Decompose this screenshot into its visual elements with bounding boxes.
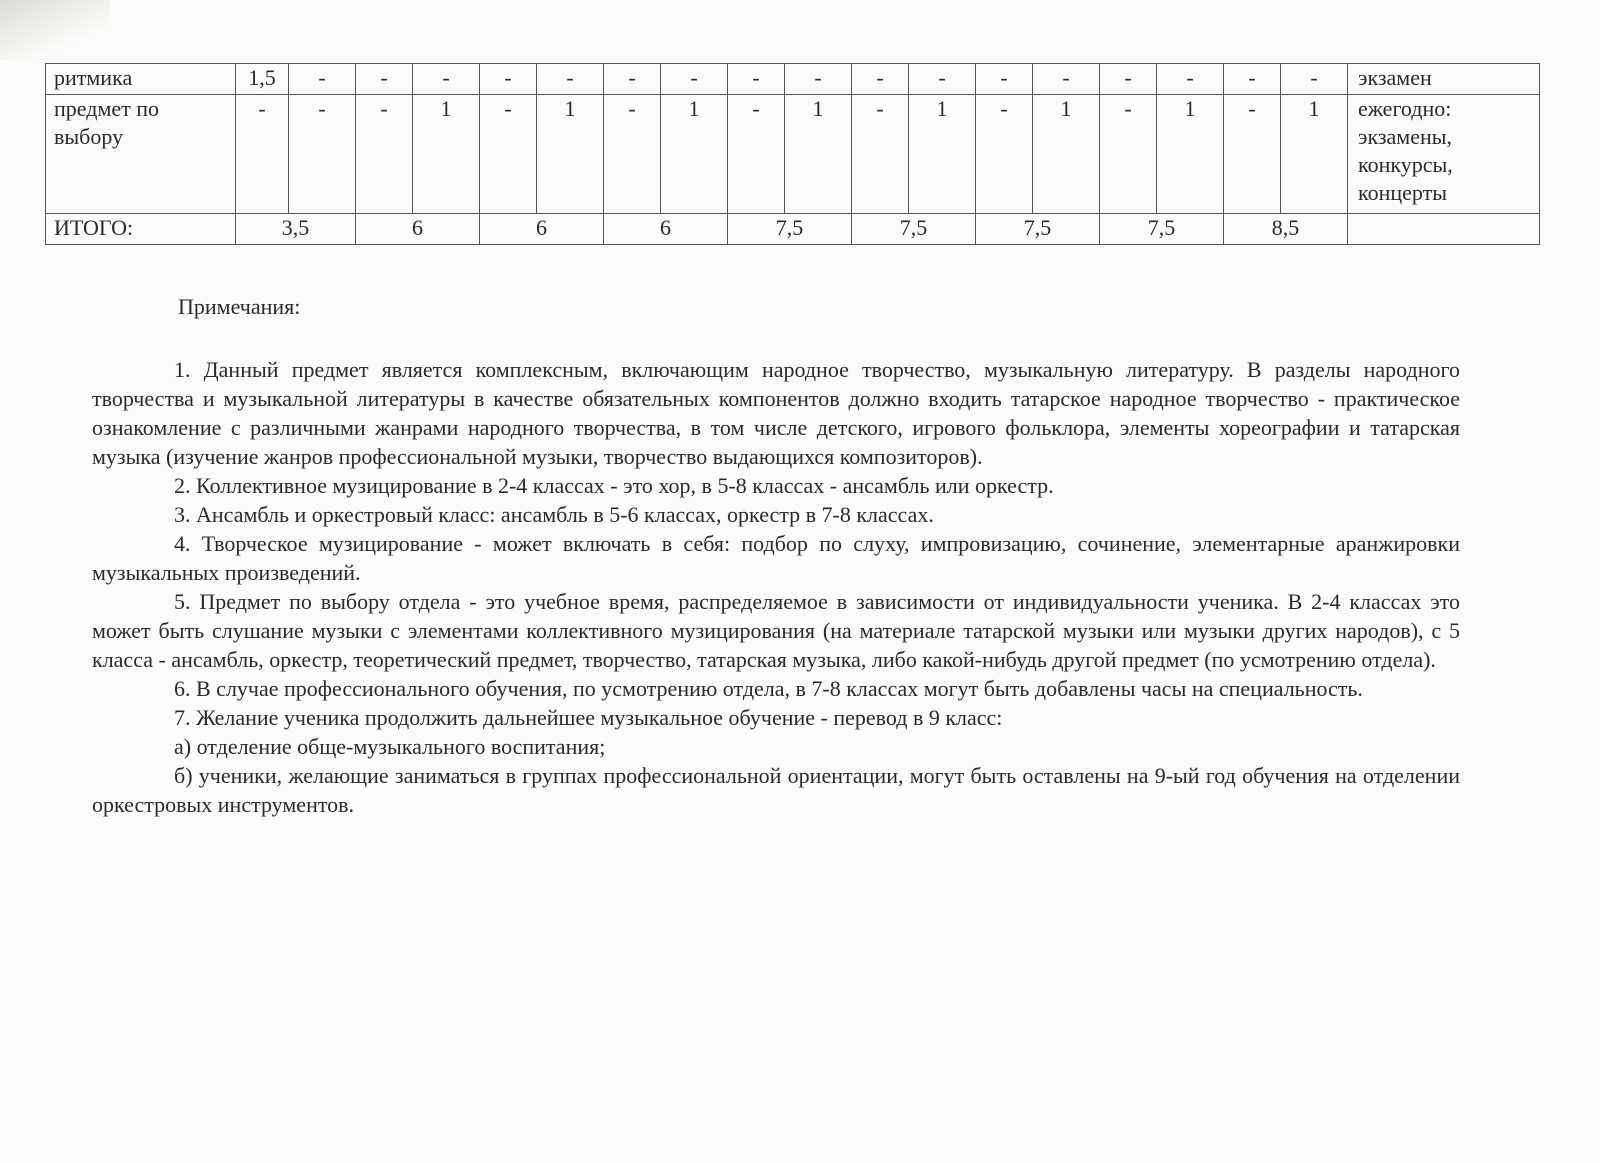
subject-cell: предмет по выбору — [46, 95, 236, 214]
note-item: 1. Данный предмет является комплексным, включающим народное творчество, музыкальную литературу. В разделы народного творчества и музыкальной литературы в качестве обязательных компонентов должно входить татарское народное творчество - практическое ознакомление с различными жанрами народного творчества, в том числе детского, игрового фольклора, элементы хореографии и татарская музыка (изучение жанров профессиональной музыки, творчество выдающихся композиторов). — [92, 357, 1460, 469]
hours-cell: - — [1224, 64, 1281, 95]
hours-cell: - — [852, 95, 909, 214]
hours-cell: - — [289, 64, 356, 95]
curriculum-table — [45, 63, 1540, 245]
hours-cell: - — [537, 64, 604, 95]
hours-cell: - — [413, 64, 480, 95]
notes-section — [92, 292, 1460, 819]
total-value: 8,5 — [1224, 214, 1348, 245]
hours-cell: - — [480, 64, 537, 95]
hours-cell: 1 — [909, 95, 976, 214]
notes-heading: Примечания: — [178, 294, 301, 319]
hours-cell: 1 — [661, 95, 728, 214]
hours-cell: - — [1100, 64, 1157, 95]
total-label: ИТОГО: — [46, 214, 236, 245]
note-item: б) ученики, желающие заниматься в группах профессиональной ориентации, могут быть оставлены на 9-ый год обучения на отделении оркестровых инструментов. — [92, 763, 1460, 817]
hours-cell: - — [236, 95, 289, 214]
hours-cell: 1 — [1033, 95, 1100, 214]
hours-cell: 1 — [1281, 95, 1348, 214]
hours-cell: - — [289, 95, 356, 214]
note-item: 4. Творческое музицирование - может включать в себя: подбор по слуху, импровизацию, сочинение, элементарные аранжировки музыкальных произведений. — [92, 531, 1460, 585]
subject-cell: ритмика — [46, 64, 236, 95]
hours-cell: - — [728, 64, 785, 95]
hours-cell: - — [976, 64, 1033, 95]
note-item: 2. Коллективное музицирование в 2-4 классах - это хор, в 5-8 классах - ансамбль или оркестр. — [174, 473, 1054, 498]
total-row — [46, 214, 1540, 245]
hours-cell: - — [356, 64, 413, 95]
hours-cell: - — [728, 95, 785, 214]
hours-cell: - — [852, 64, 909, 95]
hours-cell: - — [909, 64, 976, 95]
hours-cell: - — [1281, 64, 1348, 95]
hours-cell: - — [1157, 64, 1224, 95]
attestation-cell: экзамен — [1348, 64, 1540, 95]
hours-cell: 1 — [785, 95, 852, 214]
hours-cell: - — [604, 64, 661, 95]
hours-cell: - — [1033, 64, 1100, 95]
total-value: 3,5 — [236, 214, 356, 245]
total-attestation-cell — [1348, 214, 1540, 245]
total-value: 7,5 — [1100, 214, 1224, 245]
hours-cell: 1 — [1157, 95, 1224, 214]
total-value: 6 — [604, 214, 728, 245]
total-value: 7,5 — [728, 214, 852, 245]
hours-cell: - — [480, 95, 537, 214]
scan-corner-shadow — [0, 0, 110, 60]
hours-cell: - — [356, 95, 413, 214]
hours-cell: - — [661, 64, 728, 95]
table-row — [46, 64, 1540, 95]
note-item: а) отделение обще-музыкального воспитания; — [174, 734, 606, 759]
total-value: 6 — [356, 214, 480, 245]
total-value: 6 — [480, 214, 604, 245]
note-item: 3. Ансамбль и оркестровый класс: ансамбль в 5-6 классах, оркестр в 7-8 классах. — [174, 502, 934, 527]
hours-cell: 1 — [537, 95, 604, 214]
hours-cell: 1,5 — [236, 64, 289, 95]
table-row — [46, 95, 1540, 214]
note-item: 5. Предмет по выбору отдела - это учебное время, распределяемое в зависимости от индивидуальности ученика. В 2-4 классах это может быть слушание музыки с элементами коллективного музицирования (на материале татарской музыки или музыки других народов), с 5 класса - ансамбль, оркестр, теоретический предмет, творчество, татарская музыка, либо какой-нибудь другой предмет (по усмотрению отдела). — [92, 589, 1460, 672]
hours-cell: - — [1224, 95, 1281, 214]
total-value: 7,5 — [976, 214, 1100, 245]
attestation-cell: ежегодно: экзамены, конкурсы, концерты — [1348, 95, 1540, 214]
hours-cell: - — [785, 64, 852, 95]
hours-cell: - — [976, 95, 1033, 214]
note-item: 7. Желание ученика продолжить дальнейшее музыкальное обучение - перевод в 9 класс: — [174, 705, 1003, 730]
hours-cell: 1 — [413, 95, 480, 214]
total-value: 7,5 — [852, 214, 976, 245]
hours-cell: - — [604, 95, 661, 214]
note-item: 6. В случае профессионального обучения, по усмотрению отдела, в 7-8 классах могут быть добавлены часы на специальность. — [174, 676, 1363, 701]
hours-cell: - — [1100, 95, 1157, 214]
